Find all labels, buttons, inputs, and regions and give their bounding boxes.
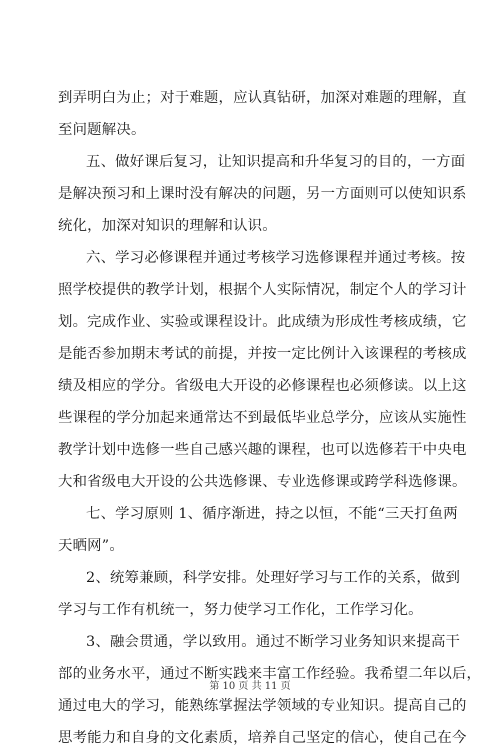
text-line: 到弄明白为止；对于难题，应认真钻研，加深对难题的理解，直 [58,90,467,106]
text-line: 至问题解决。 [58,122,146,138]
text-line: 是解决预习和上课时没有解决的问题，另一方面则可以使知识系 [58,186,467,202]
text-line: 学习与工作有机统一，努力使学习工作化，工作学习化。 [58,602,423,618]
text-line: 统化，加深对知识的理解和认识。 [58,218,277,234]
text-line: 教学计划中选修一些自己感兴趣的课程，也可以选修若干中央电 [58,442,467,458]
text-line: 天晒网”。 [58,538,124,554]
paragraph-start: 七、学习原则 1、循序渐进，持之以恒，不能“三天打鱼两 [86,506,458,522]
text-line: 通过电大的学习，能熟练掌握法学领域的专业知识。提高自己的 [58,698,467,714]
text-line: 是能否参加期末考试的前提，并按一定比例计入该课程的考核成 [58,346,467,362]
text-line: 大和省级电大开设的公共选修课、专业选修课或跨学科选修课。 [58,474,467,490]
page-footer: 第 10 页 共 11 页 [209,681,291,692]
paragraph-start: 六、学习必修课程并通过考核学习选修课程并通过考核。按 [86,250,466,266]
paragraph-start: 3、融会贯通，学以致用。通过不断学习业务知识来提高干 [86,634,461,650]
text-line: 划。完成作业、实验或课程设计。此成绩为形成性考核成绩，它 [58,314,467,330]
text-line: 部的业务水平，通过不断实践来丰富工作经验。我希望二年以后， [58,666,482,682]
paragraph-start: 五、做好课后复习，让知识提高和升华复习的目的，一方面 [86,154,466,170]
text-line: 照学校提供的教学计划，根据个人实际情况，制定个人的学习计 [58,282,467,298]
paragraph-start: 2、统筹兼顾，科学安排。处理好学习与工作的关系，做到 [86,570,461,586]
text-line: 些课程的学分加起来通常达不到最低毕业总学分，应该从实施性 [58,410,467,426]
text-line: 思考能力和自身的文化素质，培养自己坚定的信心，使自己在今 [58,730,467,746]
text-line: 绩及相应的学分。省级电大开设的必修课程也必须修读。以上这 [58,378,467,394]
